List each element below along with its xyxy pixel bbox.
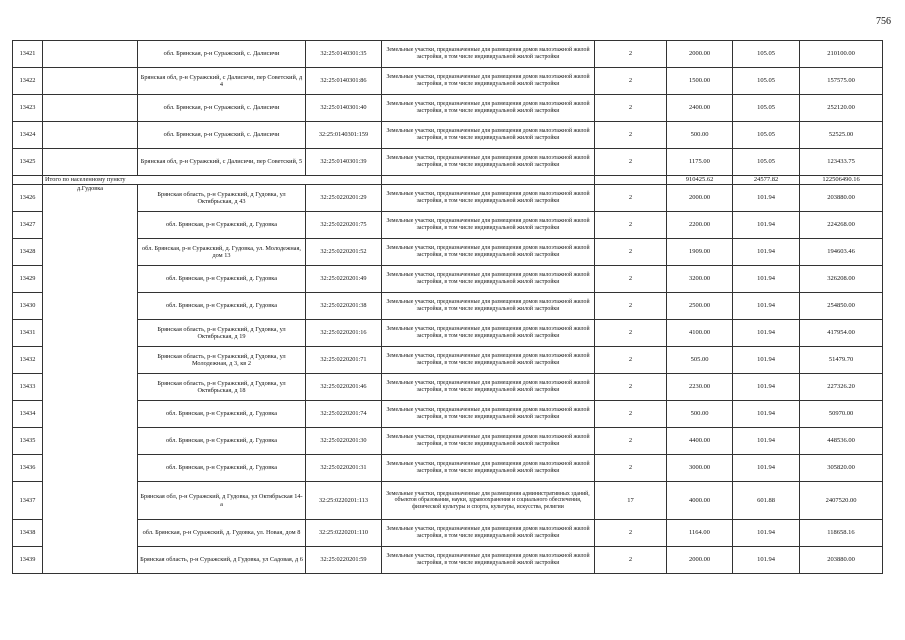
address-cell: Брянская область, р-н Суражский, д Гудовка, ул Октябрьская, д 18 xyxy=(138,374,306,401)
cadastral-number: 32:25:0220201:29 xyxy=(306,185,382,212)
land-use-description: Земельные участки, предназначенные для размещения домов малоэтажной жилой застройки, в том числе индивидуальной жилой застройки xyxy=(382,95,595,122)
table-row xyxy=(13,185,883,212)
cadastral-number: 32:25:0140301:40 xyxy=(306,95,382,122)
address-cell: Брянская обл, р-н Суражский, д Гудовка, ул Октябрьская 14-а xyxy=(138,482,306,520)
total-value: 122506490.16 xyxy=(800,176,883,185)
total-area: 910425.62 xyxy=(667,176,733,185)
table-row xyxy=(13,428,883,455)
cadastral-number: 32:25:0140301:159 xyxy=(306,122,382,149)
cadastral-value: 50970.00 xyxy=(800,401,883,428)
specific-value: 101.94 xyxy=(733,374,800,401)
cadastral-value: 203880.00 xyxy=(800,185,883,212)
cadastral-number: 32:25:0220201:75 xyxy=(306,212,382,239)
cadastral-number: 32:25:0220201:59 xyxy=(306,547,382,574)
specific-value: 101.94 xyxy=(733,347,800,374)
land-use-description: Земельные участки, предназначенные для размещения домов малоэтажной жилой застройки, в том числе индивидуальной жилой застройки xyxy=(382,520,595,547)
specific-value: 101.94 xyxy=(733,320,800,347)
table-row xyxy=(13,68,883,95)
area-value: 2000.00 xyxy=(667,185,733,212)
land-use-description: Земельные участки, предназначенные для размещения домов малоэтажной жилой застройки, в том числе индивидуальной жилой застройки xyxy=(382,347,595,374)
cadastral-value: 227326.20 xyxy=(800,374,883,401)
table-row xyxy=(13,455,883,482)
row-id: 13429 xyxy=(13,266,43,293)
area-value: 1175.00 xyxy=(667,149,733,176)
row-id: 13423 xyxy=(13,95,43,122)
use-code: 2 xyxy=(595,293,667,320)
area-value: 4000.00 xyxy=(667,482,733,520)
specific-value: 101.94 xyxy=(733,455,800,482)
total-rate: 24577.82 xyxy=(733,176,800,185)
address-cell: обл. Брянская, р-н Суражский, с. Далисичи xyxy=(138,95,306,122)
use-code: 2 xyxy=(595,239,667,266)
cadastral-number: 32:25:0220201:31 xyxy=(306,455,382,482)
total-label: Итого по населенному пункту xyxy=(43,176,382,185)
land-use-description: Земельные участки, предназначенные для размещения домов малоэтажной жилой застройки, в том числе индивидуальной жилой застройки xyxy=(382,185,595,212)
cadastral-value: 157575.00 xyxy=(800,68,883,95)
total-empty xyxy=(13,176,43,185)
row-id: 13430 xyxy=(13,293,43,320)
cadastral-value-table xyxy=(12,40,883,574)
area-value: 505.00 xyxy=(667,347,733,374)
use-code: 2 xyxy=(595,41,667,68)
specific-value: 601.88 xyxy=(733,482,800,520)
use-code: 2 xyxy=(595,520,667,547)
table-row xyxy=(13,482,883,520)
use-code: 2 xyxy=(595,149,667,176)
area-value: 2000.00 xyxy=(667,547,733,574)
cadastral-value: 51479.70 xyxy=(800,347,883,374)
cadastral-number: 32:25:0220201:52 xyxy=(306,239,382,266)
total-empty xyxy=(595,176,667,185)
specific-value: 101.94 xyxy=(733,266,800,293)
land-use-description: Земельные участки, предназначенные для размещения домов малоэтажной жилой застройки, в том числе индивидуальной жилой застройки xyxy=(382,293,595,320)
cadastral-value: 203880.00 xyxy=(800,547,883,574)
land-use-description: Земельные участки, предназначенные для размещения домов малоэтажной жилой застройки, в том числе индивидуальной жилой застройки xyxy=(382,212,595,239)
cadastral-value: 448536.00 xyxy=(800,428,883,455)
area-value: 500.00 xyxy=(667,401,733,428)
row-id: 13422 xyxy=(13,68,43,95)
locality-cell xyxy=(43,122,138,149)
area-value: 2500.00 xyxy=(667,293,733,320)
cadastral-value: 118658.16 xyxy=(800,520,883,547)
specific-value: 101.94 xyxy=(733,428,800,455)
table-row xyxy=(13,41,883,68)
address-cell: обл. Брянская, р-н Суражский, д. Гудовка xyxy=(138,293,306,320)
use-code: 2 xyxy=(595,547,667,574)
row-id: 13428 xyxy=(13,239,43,266)
use-code: 17 xyxy=(595,482,667,520)
locality-cell xyxy=(43,149,138,176)
row-id: 13433 xyxy=(13,374,43,401)
address-cell: обл. Брянская, р-н Суражский, д. Гудовка xyxy=(138,266,306,293)
cadastral-number: 32:25:0220201:16 xyxy=(306,320,382,347)
cadastral-number: 32:25:0220201:74 xyxy=(306,401,382,428)
row-id: 13421 xyxy=(13,41,43,68)
land-use-description: Земельные участки, предназначенные для размещения домов малоэтажной жилой застройки, в том числе индивидуальной жилой застройки xyxy=(382,41,595,68)
specific-value: 101.94 xyxy=(733,185,800,212)
cadastral-number: 32:25:0220201:38 xyxy=(306,293,382,320)
use-code: 2 xyxy=(595,374,667,401)
use-code: 2 xyxy=(595,401,667,428)
land-use-description: Земельные участки, предназначенные для размещения домов малоэтажной жилой застройки, в том числе индивидуальной жилой застройки xyxy=(382,266,595,293)
row-id: 13437 xyxy=(13,482,43,520)
cadastral-number: 32:25:0220201:71 xyxy=(306,347,382,374)
cadastral-value: 305820.00 xyxy=(800,455,883,482)
address-cell: обл. Брянская, р-н Суражский, д. Гудовка, ул. Новая, дом 8 xyxy=(138,520,306,547)
page-number: 756 xyxy=(876,16,891,27)
use-code: 2 xyxy=(595,68,667,95)
address-cell: обл. Брянская, р-н Суражский, д. Гудовка xyxy=(138,455,306,482)
area-value: 4100.00 xyxy=(667,320,733,347)
cadastral-number: 32:25:0220201:113 xyxy=(306,482,382,520)
cadastral-number: 32:25:0220201:46 xyxy=(306,374,382,401)
specific-value: 101.94 xyxy=(733,547,800,574)
table-row xyxy=(13,401,883,428)
cadastral-number: 32:25:0140301:35 xyxy=(306,41,382,68)
area-value: 2230.00 xyxy=(667,374,733,401)
specific-value: 101.94 xyxy=(733,520,800,547)
use-code: 2 xyxy=(595,122,667,149)
cadastral-value: 326208.00 xyxy=(800,266,883,293)
use-code: 2 xyxy=(595,212,667,239)
address-cell: обл. Брянская, р-н Суражский, с. Далисичи xyxy=(138,41,306,68)
use-code: 2 xyxy=(595,428,667,455)
specific-value: 105.05 xyxy=(733,41,800,68)
specific-value: 105.05 xyxy=(733,95,800,122)
table-row xyxy=(13,520,883,547)
use-code: 2 xyxy=(595,320,667,347)
specific-value: 101.94 xyxy=(733,293,800,320)
cadastral-number: 32:25:0140301:39 xyxy=(306,149,382,176)
cadastral-value: 123433.75 xyxy=(800,149,883,176)
land-use-description: Земельные участки, предназначенные для размещения административных зданий, объектов образования, науки, здравоохранения и социального обеспечения, физической культуры и спорта, культуры, искусства, религии xyxy=(382,482,595,520)
cadastral-number: 32:25:0220201:110 xyxy=(306,520,382,547)
address-cell: обл. Брянская, р-н Суражский, д. Гудовка, ул. Молодежная, дом 13 xyxy=(138,239,306,266)
land-use-description: Земельные участки, предназначенные для размещения домов малоэтажной жилой застройки, в том числе индивидуальной жилой застройки xyxy=(382,547,595,574)
locality-cell xyxy=(43,95,138,122)
table-row xyxy=(13,374,883,401)
cadastral-value: 210100.00 xyxy=(800,41,883,68)
area-value: 2400.00 xyxy=(667,95,733,122)
table-row xyxy=(13,95,883,122)
row-id: 13438 xyxy=(13,520,43,547)
area-value: 3200.00 xyxy=(667,266,733,293)
address-cell: Брянская область, р-н Суражский, д Гудовка, ул Садовая, д 6 xyxy=(138,547,306,574)
land-use-description: Земельные участки, предназначенные для размещения домов малоэтажной жилой застройки, в том числе индивидуальной жилой застройки xyxy=(382,320,595,347)
table-row xyxy=(13,266,883,293)
specific-value: 101.94 xyxy=(733,239,800,266)
row-id: 13439 xyxy=(13,547,43,574)
use-code: 2 xyxy=(595,266,667,293)
row-id: 13427 xyxy=(13,212,43,239)
address-cell: Брянская обл, р-н Суражский, с Далисичи, пер Советский, д 4 xyxy=(138,68,306,95)
land-use-description: Земельные участки, предназначенные для размещения домов малоэтажной жилой застройки, в том числе индивидуальной жилой застройки xyxy=(382,122,595,149)
land-use-description: Земельные участки, предназначенные для размещения домов малоэтажной жилой застройки, в том числе индивидуальной жилой застройки xyxy=(382,401,595,428)
row-id: 13432 xyxy=(13,347,43,374)
area-value: 1164.00 xyxy=(667,520,733,547)
cadastral-number: 32:25:0220201:30 xyxy=(306,428,382,455)
address-cell: Брянская область, р-н Суражский, д Гудовка, ул Октябрьская, д 43 xyxy=(138,185,306,212)
address-cell: Брянская область, р-н Суражский, д Гудовка, ул Молодежная, д 3, кв 2 xyxy=(138,347,306,374)
cadastral-value: 52525.00 xyxy=(800,122,883,149)
cadastral-value: 252120.00 xyxy=(800,95,883,122)
area-value: 3000.00 xyxy=(667,455,733,482)
cadastral-number: 32:25:0140301:86 xyxy=(306,68,382,95)
table-row xyxy=(13,212,883,239)
address-cell: обл. Брянская, р-н Суражский, д. Гудовка xyxy=(138,428,306,455)
address-cell: обл. Брянская, р-н Суражский, д. Гудовка xyxy=(138,401,306,428)
land-use-description: Земельные участки, предназначенные для размещения домов малоэтажной жилой застройки, в том числе индивидуальной жилой застройки xyxy=(382,149,595,176)
row-id: 13426 xyxy=(13,185,43,212)
specific-value: 101.94 xyxy=(733,401,800,428)
row-id: 13431 xyxy=(13,320,43,347)
table-row xyxy=(13,149,883,176)
use-code: 2 xyxy=(595,455,667,482)
use-code: 2 xyxy=(595,95,667,122)
specific-value: 105.05 xyxy=(733,122,800,149)
cadastral-value: 194603.46 xyxy=(800,239,883,266)
area-value: 500.00 xyxy=(667,122,733,149)
total-row xyxy=(13,176,883,185)
specific-value: 105.05 xyxy=(733,68,800,95)
locality-cell xyxy=(43,68,138,95)
land-use-description: Земельные участки, предназначенные для размещения домов малоэтажной жилой застройки, в том числе индивидуальной жилой застройки xyxy=(382,428,595,455)
cadastral-value: 254850.00 xyxy=(800,293,883,320)
row-id: 13435 xyxy=(13,428,43,455)
row-id: 13424 xyxy=(13,122,43,149)
area-value: 1500.00 xyxy=(667,68,733,95)
address-cell: Брянская область, р-н Суражский, д Гудовка, ул Октябрьская, д 19 xyxy=(138,320,306,347)
row-id: 13425 xyxy=(13,149,43,176)
table-row xyxy=(13,347,883,374)
table-row xyxy=(13,547,883,574)
cadastral-value: 2407520.00 xyxy=(800,482,883,520)
land-use-description: Земельные участки, предназначенные для размещения домов малоэтажной жилой застройки, в том числе индивидуальной жилой застройки xyxy=(382,455,595,482)
row-id: 13436 xyxy=(13,455,43,482)
use-code: 2 xyxy=(595,185,667,212)
table-row xyxy=(13,239,883,266)
row-id: 13434 xyxy=(13,401,43,428)
cadastral-value: 417954.00 xyxy=(800,320,883,347)
total-empty xyxy=(382,176,595,185)
area-value: 2200.00 xyxy=(667,212,733,239)
locality-name: д.Гудовка xyxy=(43,185,138,574)
cadastral-value: 224268.00 xyxy=(800,212,883,239)
cadastral-number: 32:25:0220201:49 xyxy=(306,266,382,293)
area-value: 2000.00 xyxy=(667,41,733,68)
area-value: 4400.00 xyxy=(667,428,733,455)
land-use-description: Земельные участки, предназначенные для размещения домов малоэтажной жилой застройки, в том числе индивидуальной жилой застройки xyxy=(382,68,595,95)
table-row xyxy=(13,122,883,149)
specific-value: 105.05 xyxy=(733,149,800,176)
address-cell: обл. Брянская, р-н Суражский, д. Гудовка xyxy=(138,212,306,239)
address-cell: Брянская обл, р-н Суражский, с Далисичи, пер Советский, 5 xyxy=(138,149,306,176)
table-row xyxy=(13,293,883,320)
locality-cell xyxy=(43,41,138,68)
land-use-description: Земельные участки, предназначенные для размещения домов малоэтажной жилой застройки, в том числе индивидуальной жилой застройки xyxy=(382,374,595,401)
address-cell: обл. Брянская, р-н Суражский, с. Далисичи xyxy=(138,122,306,149)
specific-value: 101.94 xyxy=(733,212,800,239)
area-value: 1909.00 xyxy=(667,239,733,266)
land-use-description: Земельные участки, предназначенные для размещения домов малоэтажной жилой застройки, в том числе индивидуальной жилой застройки xyxy=(382,239,595,266)
table-row xyxy=(13,320,883,347)
use-code: 2 xyxy=(595,347,667,374)
